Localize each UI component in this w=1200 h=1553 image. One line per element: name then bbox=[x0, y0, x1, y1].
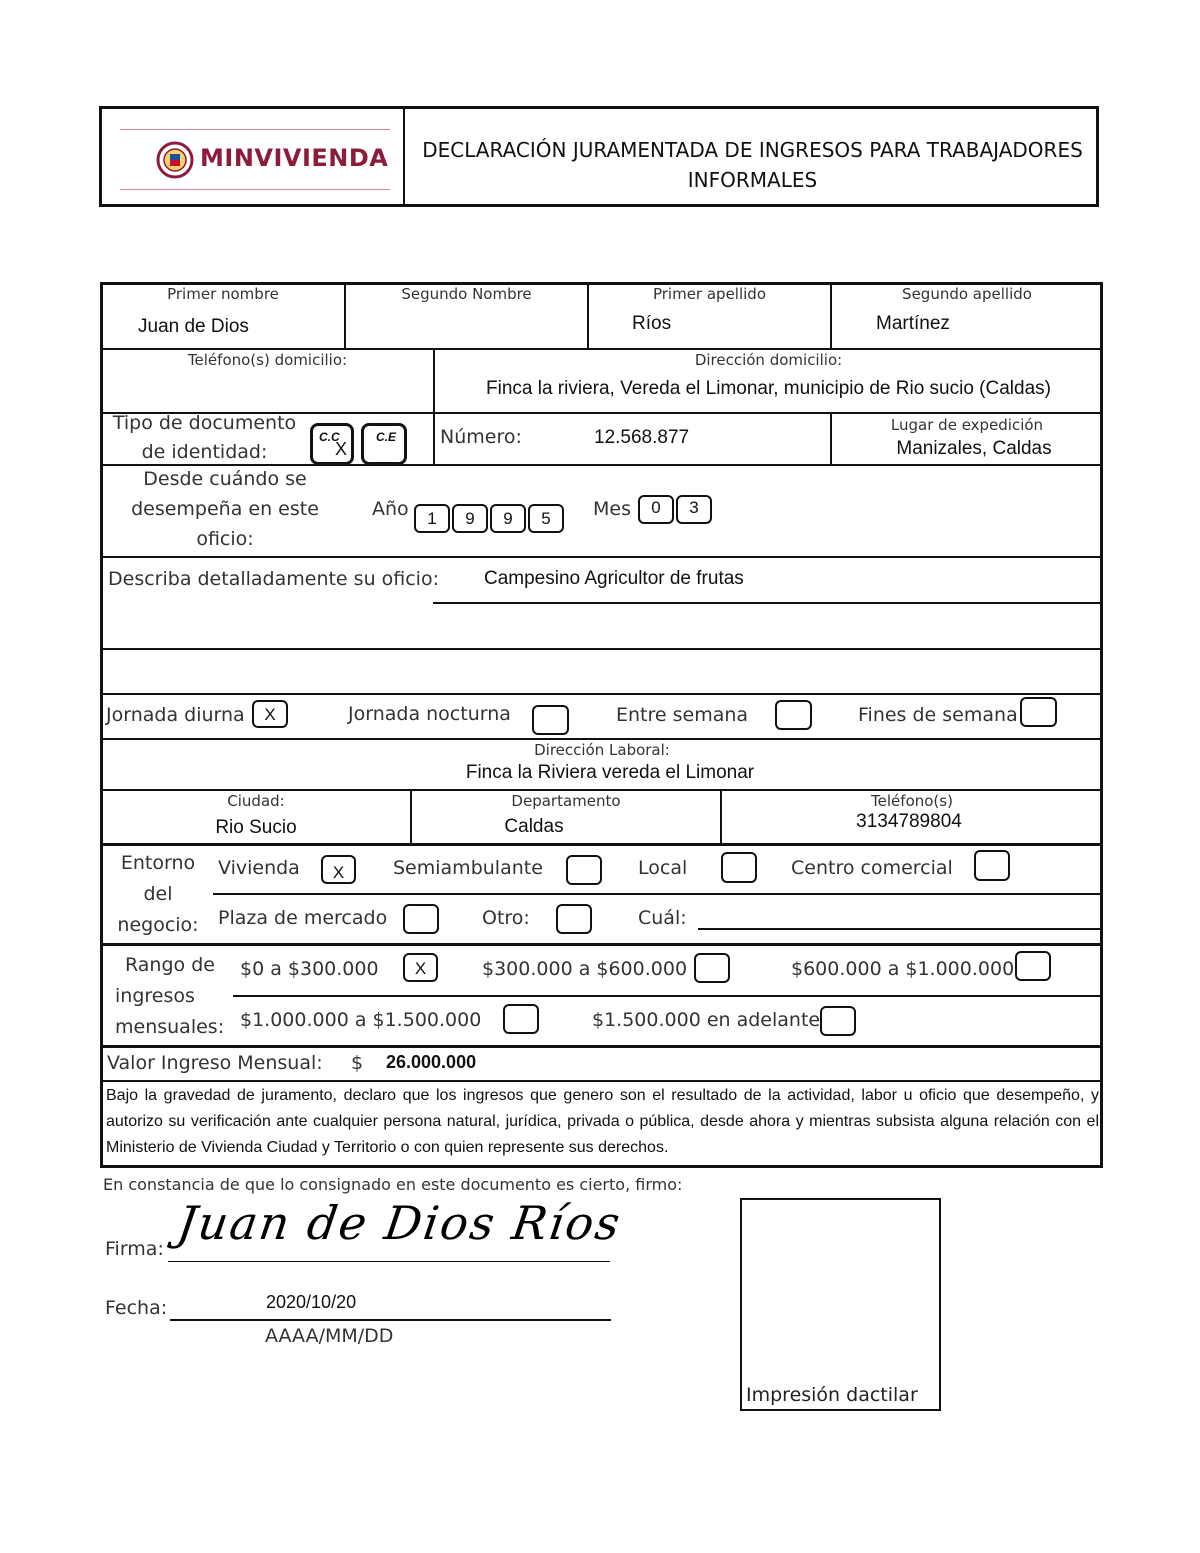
day-shift-label: Jornada diurna bbox=[106, 704, 245, 726]
logo bbox=[120, 129, 390, 191]
semiambulante-checkbox[interactable] bbox=[566, 855, 602, 885]
doc-type-label bbox=[102, 409, 307, 467]
ce-label: C.E bbox=[376, 430, 397, 444]
range-4-label: $1.000.000 a $1.500.000 bbox=[240, 1009, 482, 1031]
night-shift-label: Jornada nocturna bbox=[348, 703, 511, 725]
income-range-label-line-3: mensuales: bbox=[115, 1016, 225, 1038]
month-digit-2[interactable]: 3 bbox=[676, 495, 712, 524]
range-3-checkbox[interactable] bbox=[1015, 951, 1051, 981]
day-shift-checkbox[interactable]: X bbox=[252, 700, 288, 728]
range-rule bbox=[233, 995, 1102, 997]
plaza-label: Plaza de mercado bbox=[218, 907, 388, 929]
since-label-line-1: Desde cuándo se bbox=[143, 468, 307, 490]
range-5-checkbox[interactable] bbox=[820, 1006, 856, 1036]
doc-type-label-line-1: Tipo de documento bbox=[112, 412, 297, 434]
form-title-line-2: INFORMALES bbox=[687, 168, 818, 192]
range-5-label: $1.500.000 en adelante bbox=[592, 1009, 821, 1031]
date-format-hint: AAAA/MM/DD bbox=[265, 1325, 394, 1347]
home-address-label: Dirección domicilio: bbox=[694, 351, 843, 369]
range-3-label: $600.000 a $1.000.000 bbox=[791, 958, 1015, 980]
since-label bbox=[102, 464, 348, 554]
range-1-label: $0 a $300.000 bbox=[240, 958, 379, 980]
centro-comercial-checkbox[interactable] bbox=[974, 850, 1010, 881]
since-label-line-3: oficio: bbox=[196, 528, 254, 550]
occupation-rule bbox=[433, 602, 1102, 604]
header-divider bbox=[403, 107, 405, 207]
home-phone-value[interactable] bbox=[120, 378, 420, 402]
range-2-label: $300.000 a $600.000 bbox=[482, 958, 688, 980]
work-phone-label: Teléfono(s) bbox=[871, 792, 953, 810]
signature-line bbox=[168, 1261, 610, 1262]
first-surname-value[interactable]: Ríos bbox=[632, 313, 672, 334]
plaza-checkbox[interactable] bbox=[403, 904, 439, 934]
department-label: Departamento bbox=[511, 792, 621, 810]
second-name-value[interactable] bbox=[360, 316, 580, 340]
city-label: Ciudad: bbox=[227, 792, 285, 810]
otro-label: Otro: bbox=[482, 907, 530, 929]
date-value[interactable]: 2020/10/20 bbox=[266, 1292, 357, 1312]
cc-mark: X bbox=[335, 439, 348, 459]
second-surname-label: Segundo apellido bbox=[902, 285, 1032, 303]
currency-symbol: $ bbox=[351, 1052, 364, 1074]
work-address-label: Dirección Laboral: bbox=[534, 741, 670, 759]
oath-text: Bajo la gravedad de juramento, declaro que los ingresos que genero son el resultado de la actividad, labor u oficio que desempeño, y autorizo su verificación ante cualquier persona natural, jurídica, privada o pública, desde ahora y mientras subsista alguna relación con el Ministerio de Vivienda Ciudad y Territorio o con quien represente sus derechos. bbox=[106, 1087, 1099, 1156]
ce-checkbox[interactable] bbox=[361, 423, 407, 465]
occupation-label: Describa detalladamente su oficio: bbox=[108, 568, 439, 590]
row-rule bbox=[101, 943, 1102, 946]
monthly-income-label: Valor Ingreso Mensual: bbox=[107, 1052, 323, 1074]
department-value[interactable]: Caldas bbox=[504, 816, 564, 837]
vivienda-checkbox[interactable]: X bbox=[321, 855, 356, 884]
cc-label: C.C bbox=[319, 430, 340, 444]
night-shift-checkbox[interactable] bbox=[532, 705, 569, 735]
issue-place-label: Lugar de expedición bbox=[890, 416, 1044, 434]
cc-checkbox[interactable] bbox=[310, 423, 354, 465]
cual-input-line[interactable] bbox=[698, 928, 1100, 930]
row-rule bbox=[101, 1080, 1102, 1082]
month-digit-1[interactable]: 0 bbox=[638, 495, 674, 524]
environment-label-line-2: del bbox=[143, 883, 173, 905]
second-name-label: Segundo Nombre bbox=[401, 285, 532, 303]
date-label: Fecha: bbox=[105, 1297, 168, 1319]
otro-checkbox[interactable] bbox=[556, 904, 592, 934]
first-name-value[interactable]: Juan de Dios bbox=[138, 316, 249, 337]
weekday-checkbox[interactable] bbox=[775, 700, 812, 730]
signature-label: Firma: bbox=[105, 1238, 164, 1260]
logo-text: MINVIVIENDA bbox=[200, 144, 389, 172]
coat-of-arms-icon bbox=[156, 141, 194, 179]
centro-comercial-label: Centro comercial bbox=[791, 857, 953, 879]
month-label: Mes bbox=[593, 498, 631, 520]
form-title-line-1: DECLARACIÓN JURAMENTADA DE INGRESOS PARA TRABAJADORES bbox=[422, 138, 1083, 162]
first-name-label: Primer nombre bbox=[167, 285, 279, 303]
range-1-checkbox[interactable]: X bbox=[403, 953, 438, 982]
doc-number-value[interactable]: 12.568.877 bbox=[594, 427, 690, 448]
row-rule bbox=[101, 648, 1102, 650]
occupation-value[interactable]: Campesino Agricultor de frutas bbox=[484, 568, 744, 589]
date-line bbox=[170, 1319, 611, 1321]
work-address-value[interactable]: Finca la Riviera vereda el Limonar bbox=[465, 762, 755, 783]
cual-label: Cuál: bbox=[638, 907, 687, 929]
environment-label-line-3: negocio: bbox=[117, 914, 199, 936]
signature-value: Juan de Dios Ríos bbox=[174, 1196, 625, 1250]
city-value[interactable]: Rio Sucio bbox=[215, 817, 297, 838]
row-rule bbox=[101, 843, 1102, 846]
doc-number-label: Número: bbox=[440, 426, 522, 448]
year-digit-2[interactable]: 9 bbox=[452, 504, 488, 533]
weekday-label: Entre semana bbox=[616, 704, 749, 726]
year-digit-3[interactable]: 9 bbox=[490, 504, 526, 533]
environment-label bbox=[108, 848, 208, 941]
year-digit-1[interactable]: 1 bbox=[414, 504, 450, 533]
home-address-value[interactable]: Finca la riviera, Vereda el Limonar, municipio de Rio sucio (Caldas) bbox=[486, 378, 1051, 399]
logo-top-rule bbox=[120, 129, 390, 130]
range-2-checkbox[interactable] bbox=[694, 953, 730, 983]
row-rule bbox=[101, 348, 1102, 350]
fingerprint-label: Impresión dactilar bbox=[746, 1384, 918, 1406]
weekend-label: Fines de semana bbox=[858, 704, 1018, 726]
local-checkbox[interactable] bbox=[721, 852, 757, 883]
work-phone-value[interactable]: 3134789804 bbox=[856, 811, 962, 832]
first-surname-label: Primer apellido bbox=[652, 285, 767, 303]
signature-statement: En constancia de que lo consignado en este documento es cierto, firmo: bbox=[103, 1175, 683, 1194]
range-4-checkbox[interactable] bbox=[503, 1004, 539, 1034]
doc-type-label-line-2: de identidad: bbox=[141, 441, 268, 463]
income-range-label-line-1: Rango de bbox=[125, 954, 215, 976]
monthly-income-value[interactable]: 26.000.000 bbox=[386, 1052, 477, 1072]
row-rule bbox=[101, 789, 1102, 791]
home-phone-label: Teléfono(s) domicilio: bbox=[187, 351, 348, 369]
year-digit-4[interactable]: 5 bbox=[528, 504, 564, 533]
form-title bbox=[406, 135, 1099, 195]
row-rule bbox=[101, 1045, 1102, 1048]
local-label: Local bbox=[638, 857, 688, 879]
fingerprint-box bbox=[740, 1198, 941, 1411]
vivienda-label: Vivienda bbox=[218, 857, 300, 879]
row-rule bbox=[101, 693, 1102, 695]
logo-bottom-rule bbox=[120, 189, 390, 190]
weekend-checkbox[interactable] bbox=[1020, 697, 1057, 727]
row-rule bbox=[101, 556, 1102, 558]
second-surname-value[interactable]: Martínez bbox=[876, 313, 950, 334]
income-range-label bbox=[115, 950, 230, 1043]
since-label-line-2: desempeña en este bbox=[131, 498, 319, 520]
row-rule bbox=[101, 738, 1102, 740]
environment-label-line-1: Entorno bbox=[120, 852, 196, 874]
semiambulante-label: Semiambulante bbox=[393, 857, 543, 879]
year-label: Año bbox=[372, 498, 409, 520]
income-range-label-line-2: ingresos bbox=[115, 985, 195, 1007]
env-rule bbox=[213, 893, 1102, 895]
issue-place-value[interactable]: Manizales, Caldas bbox=[896, 438, 1052, 459]
